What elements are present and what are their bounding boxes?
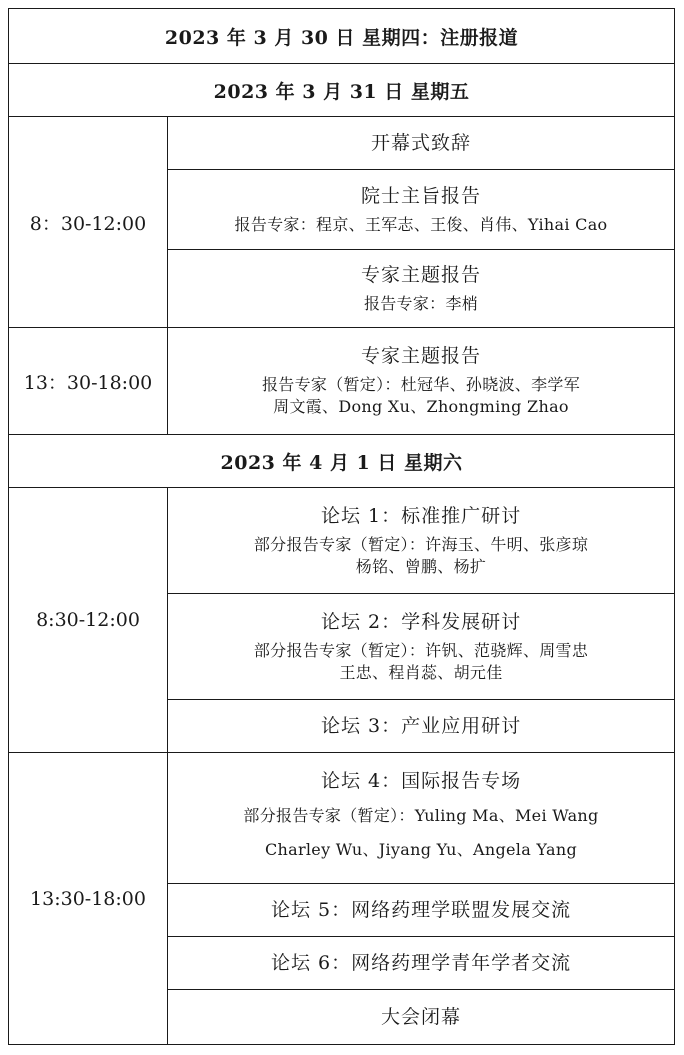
session-title: 专家主题报告 [361, 345, 482, 367]
opening-ceremony: 开幕式致辞 [168, 117, 675, 170]
forum-5: 论坛 5：网络药理学联盟发展交流 [168, 884, 675, 937]
day-row [9, 435, 675, 488]
speaker-list [168, 634, 674, 684]
forum-title: 论坛 2：学科发展研讨 [320, 610, 522, 633]
time-slot-morning-apr1: 8:30-12:00 [9, 488, 168, 753]
expert-report-2 [168, 328, 675, 435]
forum-title: 论坛 1：标准推广研讨 [320, 504, 522, 527]
speaker-list: 报告专家：李梢 [363, 293, 479, 313]
speaker-line: 杨铭、曾鹏、杨扩 [355, 556, 487, 576]
forum-title: 论坛 4：国际报告专场 [320, 770, 522, 792]
speaker-line: Charley Wu、Jiyang Yu、Angela Yang [264, 840, 578, 859]
schedule-table [8, 8, 675, 1045]
speaker-line: 报告专家（暂定）：杜冠华、孙晓波、李学军 [262, 375, 581, 394]
session-title: 专家主题报告 [361, 263, 482, 286]
speaker-list [168, 368, 674, 418]
speaker-line: 部分报告专家（暂定）：许海玉、牛明、张彦琼 [253, 534, 589, 554]
time-slot-afternoon-apr1: 13:30-18:00 [9, 753, 168, 1045]
session-row [9, 753, 675, 884]
forum-4 [168, 753, 675, 884]
forum-1 [168, 488, 675, 594]
time-slot-afternoon-mar31: 13：30-18:00 [9, 328, 168, 435]
day-header-mar30: 2023 年 3 月 30 日 星期四：注册报道 [9, 9, 675, 64]
academician-keynote [168, 170, 675, 250]
forum-2 [168, 594, 675, 700]
time-slot-morning-mar31: 8：30-12:00 [9, 117, 168, 328]
closing-ceremony: 大会闭幕 [168, 990, 675, 1045]
day-row [9, 9, 675, 64]
speaker-line: 部分报告专家（暂定）：许钒、范骁辉、周雪忠 [253, 640, 589, 660]
session-row [9, 328, 675, 435]
session-row [9, 488, 675, 594]
forum-3: 论坛 3：产业应用研讨 [168, 700, 675, 753]
speaker-list: 报告专家：程京、王军志、王俊、肖伟、Yihai Cao [234, 214, 608, 234]
session-row [9, 117, 675, 170]
day-header-apr1: 2023 年 4 月 1 日 星期六 [9, 435, 675, 488]
speaker-list [168, 528, 674, 578]
speaker-line: 周文霞、Dong Xu、Zhongming Zhao [273, 397, 569, 416]
day-row [9, 64, 675, 117]
speaker-line: 王忠、程肖蕊、胡元佳 [339, 662, 503, 682]
day-header-mar31: 2023 年 3 月 31 日 星期五 [9, 64, 675, 117]
forum-6: 论坛 6：网络药理学青年学者交流 [168, 937, 675, 990]
speaker-line: 部分报告专家（暂定）：Yuling Ma、Mei Wang [243, 806, 599, 825]
expert-report-1 [168, 250, 675, 328]
session-title: 院士主旨报告 [361, 184, 482, 207]
speaker-list [168, 793, 674, 867]
